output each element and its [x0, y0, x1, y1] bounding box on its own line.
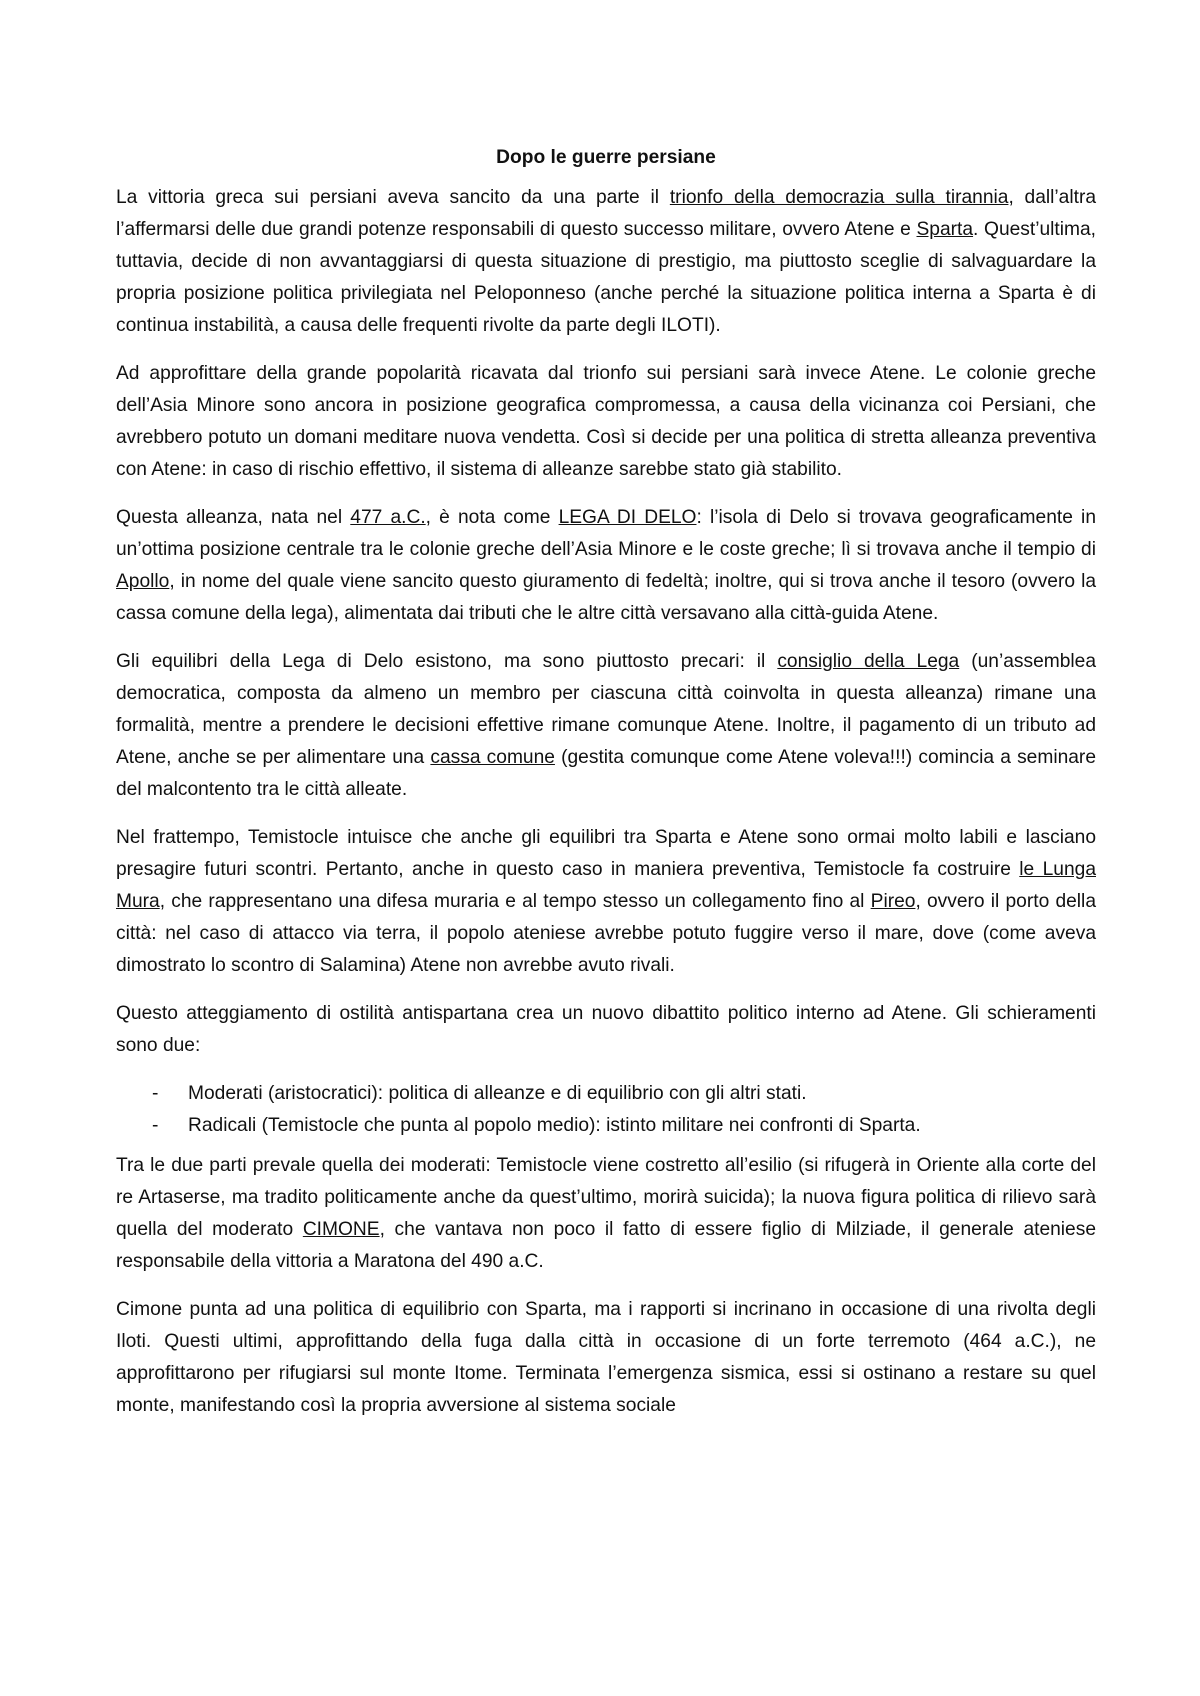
list-item-text: Radicali (Temistocle che punta al popolo medio): istinto militare nei confronti di Sparta.	[188, 1115, 921, 1136]
text-segment: Cimone punta ad una politica di equilibrio con Sparta, ma i rapporti si incrinano in occasione di una rivolta degli Iloti. Questi ultimi, approfittando della fuga dalla città in occasione di un forte terremoto (464 a.C.), ne approfittarono per rifugiarsi sul monte Itome. Terminata l’emergenza sismica, essi si ostinano a restare su quel monte, manifestando così la propria avversione al sistema sociale	[116, 1299, 1096, 1416]
text-segment: , è nota come	[425, 507, 559, 528]
paragraph	[116, 1294, 1096, 1422]
paragraph	[116, 1150, 1096, 1278]
text-segment: (un’assemblea democratica, composta da almeno un membro per ciascuna città coinvolta in questa alleanza) rimane una formalità, mentre a prendere le decisioni effettive rimane comunque Atene. Inoltre, il pagamento di un tributo ad Atene, anche se per alimentare una	[116, 651, 1097, 768]
underlined-term: le Lunga Mura	[116, 859, 1096, 912]
document-body	[116, 182, 1096, 1422]
underlined-term: cassa comune	[430, 747, 555, 768]
underlined-term: consiglio della Lega	[777, 651, 960, 672]
list-item	[116, 1110, 1096, 1142]
underlined-term: trionfo della democrazia sulla tirannia	[669, 187, 1009, 208]
text-segment: (gestita comunque come Atene voleva!!!) comincia a seminare del malcontento tra le città alleate.	[116, 747, 1096, 800]
text-segment: Ad approfittare della grande popolarità ricavata dal trionfo sui persiani sarà invece Atene. Le colonie greche dell’Asia Minore sono ancora in posizione geografica compromessa, a causa della vicinanza coi Persiani, che avrebbero potuto un domani meditare nuova vendetta. Così si decide per una politica di stretta alleanza preventiva con Atene: in caso di rischio effettivo, il sistema di alleanze sarebbe stato già stabilito.	[116, 363, 1096, 480]
underlined-term: CIMONE	[302, 1219, 380, 1240]
paragraph	[116, 998, 1096, 1062]
paragraph	[116, 182, 1096, 342]
dash-bullet-icon: -	[152, 1115, 159, 1136]
list-item	[116, 1078, 1096, 1110]
text-segment: , in nome del quale viene sancito questo giuramento di fedeltà; inoltre, qui si trova anche il tesoro (ovvero la cassa comune della lega), alimentata dai tributi che le altre città versavano alla città-guida Atene.	[116, 571, 1096, 624]
underlined-term: Pireo	[870, 891, 916, 912]
underlined-term: 477 a.C.	[350, 507, 426, 528]
text-segment: , ovvero il porto della città: nel caso di attacco via terra, il popolo ateniese avrebbe potuto fuggire verso il mare, dove (come aveva dimostrato lo scontro di Salamina) Atene non avrebbe avuto rivali.	[116, 891, 1096, 976]
text-segment: : l’isola di Delo si trovava geograficamente in un’ottima posizione centrale tra le colonie greche dell’Asia Minore e le coste greche; lì si trovava anche il tempio di	[116, 507, 1096, 560]
dash-bullet-icon: -	[152, 1083, 159, 1104]
underlined-term: Apollo	[116, 571, 170, 592]
underlined-term: Sparta	[916, 219, 974, 240]
text-segment: Questo atteggiamento di ostilità antispartana crea un nuovo dibattito politico interno ad Atene. Gli schieramenti sono due:	[116, 1003, 1096, 1056]
paragraph	[116, 822, 1096, 982]
text-segment: Questa alleanza, nata nel	[116, 507, 351, 528]
paragraph	[116, 502, 1096, 630]
text-segment: Tra le due parti prevale quella dei moderati: Temistocle viene costretto all’esilio (si rifugerà in Oriente alla corte del re Artaserse, ma tradito politicamente anche da quest’ultimo, morirà suicida); la nuova figura politica di rilievo sarà quella del moderato	[116, 1155, 1096, 1240]
text-segment: , che vantava non poco il fatto di essere figlio di Milziade, il generale ateniese responsabile della vittoria a Maratona del 490 a.C.	[116, 1219, 1096, 1272]
paragraph	[116, 646, 1096, 806]
text-segment: , dall’altra l’affermarsi delle due grandi potenze responsabili di questo successo militare, ovvero Atene e	[116, 187, 1097, 240]
bullet-list	[116, 1078, 1096, 1142]
underlined-term: LEGA DI DELO	[558, 507, 697, 528]
document-title: Dopo le guerre persiane	[496, 147, 716, 168]
text-segment: Gli equilibri della Lega di Delo esistono, ma sono piuttosto precari: il	[116, 651, 778, 672]
document-page	[116, 142, 1096, 1438]
list-item-text: Moderati (aristocratici): politica di alleanze e di equilibrio con gli altri stati.	[188, 1083, 807, 1104]
text-segment: . Quest’ultima, tuttavia, decide di non avvantaggiarsi di questa situazione di prestigio, ma piuttosto sceglie di salvaguardare la propria posizione politica privilegiata nel Peloponneso (anche perché la situazione politica interna a Sparta è di continua instabilità, a causa delle frequenti rivolte da parte degli ILOTI).	[116, 219, 1096, 336]
paragraph	[116, 358, 1096, 486]
text-segment: , che rappresentano una difesa muraria e al tempo stesso un collegamento fino al	[159, 891, 871, 912]
text-segment: La vittoria greca sui persiani aveva sancito da una parte il	[116, 187, 670, 208]
text-segment: Nel frattempo, Temistocle intuisce che anche gli equilibri tra Sparta e Atene sono ormai molto labili e lasciano presagire futuri scontri. Pertanto, anche in questo caso in maniera preventiva, Temistocle fa costruire	[116, 827, 1096, 880]
